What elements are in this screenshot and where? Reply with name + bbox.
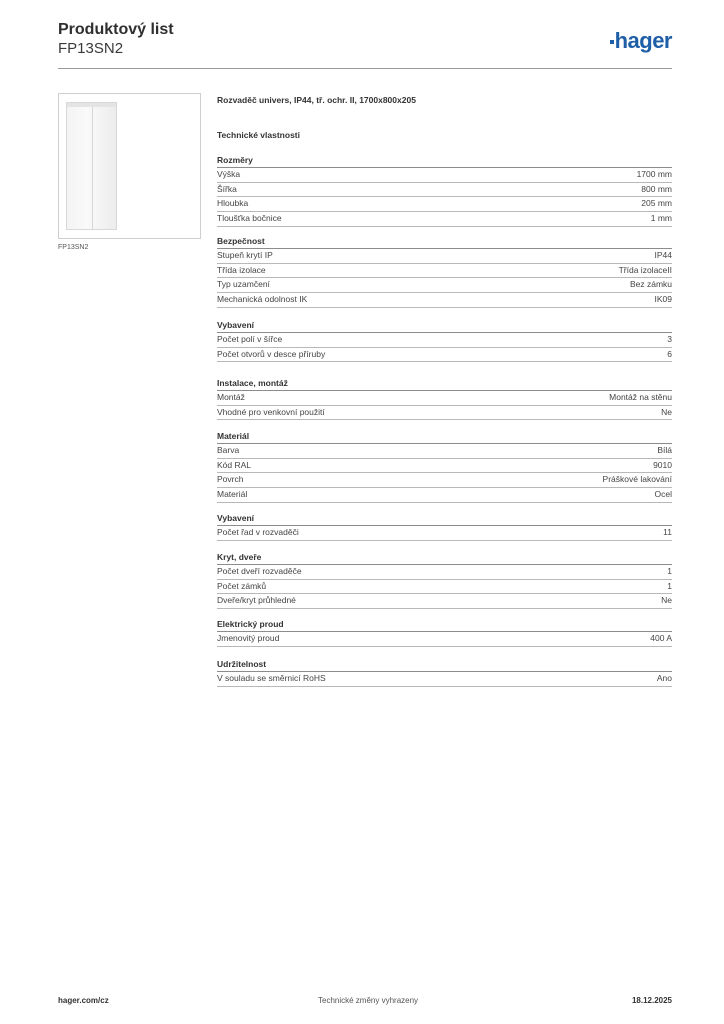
spec-label: Počet dveří rozvaděče [217, 566, 302, 576]
hager-logo [610, 28, 672, 54]
spec-row [217, 264, 672, 279]
spec-row [217, 278, 672, 293]
section-title: Udržitelnost [217, 659, 267, 669]
spec-label: Dveře/kryt průhledné [217, 595, 296, 606]
spec-value: 800 mm [641, 183, 672, 194]
section-title: Vybavení [217, 320, 255, 330]
spec-row [217, 391, 672, 406]
spec-label: Výška [217, 169, 241, 179]
tech-properties-title: Technické vlastnosti [217, 130, 300, 140]
spec-row [217, 488, 672, 503]
spec-label: Materiál [217, 489, 248, 500]
product-description: Rozvaděč univers, IP44, tř. ochr. II, 1700x800x205 [217, 95, 416, 105]
spec-value: IP44 [654, 250, 672, 260]
spec-row [217, 212, 672, 227]
footer-website: hager.com/cz [58, 996, 109, 1005]
spec-label: Počet polí v šířce [217, 334, 283, 344]
page-header [58, 20, 672, 70]
spec-row [217, 249, 672, 264]
logo-text: hager [614, 28, 672, 53]
spec-row [217, 406, 672, 421]
spec-label: Jmenovitý proud [217, 633, 280, 643]
cabinet-illustration [66, 102, 117, 230]
product-image [58, 93, 201, 239]
spec-label: Hloubka [217, 198, 249, 209]
spec-label: Počet otvorů v desce příruby [217, 348, 326, 359]
spec-value: 1 mm [650, 213, 672, 224]
spec-value: Bílá [657, 445, 672, 455]
spec-value: Montáž na stěnu [609, 392, 672, 402]
image-caption: FP13SN2 [58, 244, 89, 251]
section-title: Vybavení [217, 513, 255, 523]
spec-row [217, 565, 672, 580]
page-footer [58, 996, 672, 1010]
spec-row [217, 183, 672, 198]
spec-row [217, 168, 672, 183]
spec-row [217, 672, 672, 687]
footer-date: 18.12.2025 [631, 996, 672, 1005]
spec-label: Povrch [217, 474, 244, 485]
section-title: Instalace, montáž [217, 378, 288, 388]
spec-value: Ne [661, 595, 672, 606]
spec-value: 205 mm [641, 198, 672, 209]
cabinet-door-split [92, 107, 93, 229]
spec-value: 6 [667, 348, 672, 359]
spec-value: Třída izolaceII [618, 264, 672, 275]
spec-value: 3 [667, 334, 672, 344]
logo-dot-icon [610, 40, 614, 44]
spec-label: Šířka [217, 183, 237, 194]
spec-label: Tloušťka bočnice [217, 213, 282, 224]
spec-row [217, 580, 672, 595]
spec-label: Kód RAL [217, 459, 252, 470]
spec-value: 9010 [653, 459, 672, 470]
spec-value: 1700 mm [636, 169, 672, 179]
spec-row [217, 333, 672, 348]
section-title: Bezpečnost [217, 236, 265, 246]
spec-value: Bez zámku [629, 279, 672, 290]
footer-disclaimer: Technické změny vyhrazeny [318, 996, 419, 1005]
spec-row [217, 526, 672, 541]
spec-row [217, 197, 672, 212]
spec-label: Stupeň krytí IP [217, 250, 273, 260]
spec-row [217, 293, 672, 308]
header-divider [58, 68, 672, 69]
section-title: Materiál [217, 431, 250, 441]
spec-label: V souladu se směrnicí RoHS [217, 673, 326, 683]
spec-row [217, 444, 672, 459]
document-title: Produktový list [58, 21, 174, 38]
spec-label: Třída izolace [217, 264, 266, 275]
spec-value: 400 A [650, 633, 672, 643]
section-title: Elektrický proud [217, 619, 284, 629]
spec-value: Ne [661, 406, 672, 417]
spec-row [217, 632, 672, 647]
spec-label: Počet zámků [217, 580, 267, 591]
spec-row [217, 459, 672, 474]
spec-value: 1 [667, 580, 672, 591]
spec-label: Vhodné pro venkovní použití [217, 406, 325, 417]
spec-value: Ocel [654, 489, 672, 500]
spec-value: IK09 [654, 294, 672, 305]
spec-value: 1 [667, 566, 672, 576]
spec-value: 11 [663, 527, 672, 537]
spec-label: Montáž [217, 392, 245, 402]
spec-label: Barva [217, 445, 240, 455]
spec-value: Ano [656, 673, 672, 683]
spec-label: Počet řad v rozvaděči [217, 527, 299, 537]
spec-value: Práškové lakování [602, 474, 672, 485]
product-code: FP13SN2 [58, 40, 124, 57]
section-title: Kryt, dveře [217, 552, 262, 562]
section-title: Rozměry [217, 155, 253, 165]
spec-row [217, 594, 672, 609]
spec-row [217, 348, 672, 363]
spec-row [217, 473, 672, 488]
spec-label: Typ uzamčení [217, 279, 270, 290]
spec-label: Mechanická odolnost IK [217, 294, 308, 305]
